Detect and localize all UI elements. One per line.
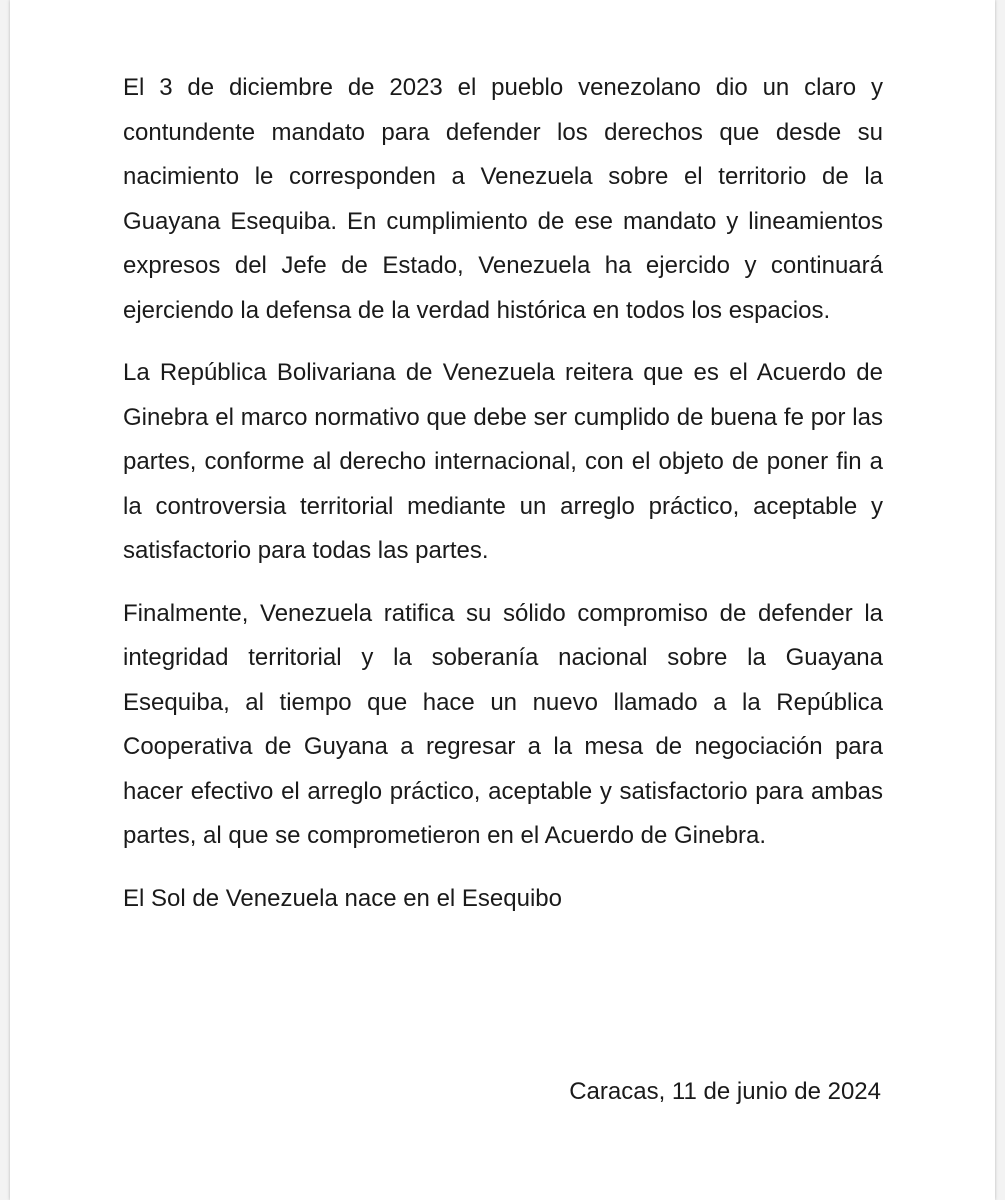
- paragraph-mandate: El 3 de diciembre de 2023 el pueblo venezolano dio un claro y contundente mandato para defender los derechos que desde su nacimiento le corresponden a Venezuela sobre el territorio de la Guayana Esequiba. En cumplimiento de ese mandato y lineamientos expresos del Jefe de Estado, Venezuela ha ejercido y continuará ejerciendo la defensa de la verdad histórica en todos los espacios.: [123, 74, 883, 324]
- place-date: Caracas, 11 de junio de 2024: [569, 1078, 881, 1105]
- paragraph-commitment: Finalmente, Venezuela ratifica su sólido compromiso de defender la integridad territorial y la soberanía nacional sobre la Guayana Esequiba, al tiempo que hace un nuevo llamado a la República Cooperativa de Guyana a regresar a la mesa de negociación para hacer efectivo el arreglo práctico, aceptable y satisfactorio para ambas partes, al que se comprometieron en el Acuerdo de Ginebra.: [123, 599, 883, 849]
- document-body: [123, 66, 883, 921]
- paragraph-geneva-agreement: La República Bolivariana de Venezuela reitera que es el Acuerdo de Ginebra el marco normativo que debe ser cumplido de buena fe por las partes, conforme al derecho internacional, con el objeto de poner fin a la controversia territorial mediante un arreglo práctico, aceptable y satisfactorio para todas las partes.: [123, 359, 883, 564]
- closing-slogan: El Sol de Venezuela nace en el Esequibo: [123, 884, 562, 912]
- document-page: [10, 0, 995, 1200]
